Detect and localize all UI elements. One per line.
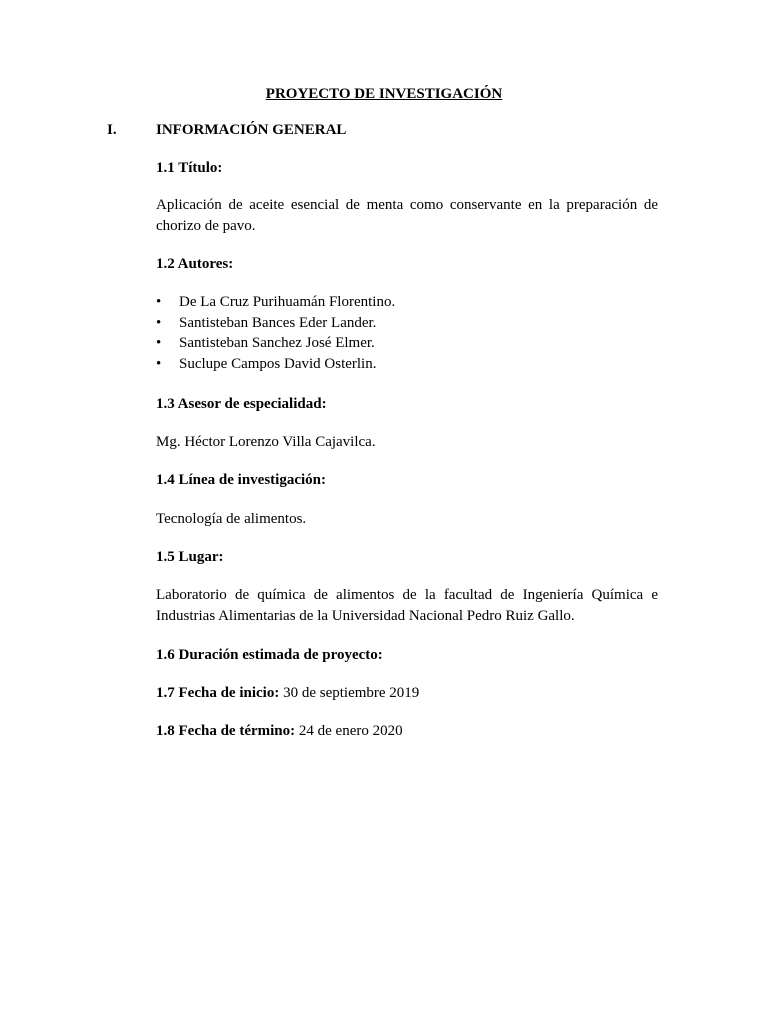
linea-text: Tecnología de alimentos. (156, 511, 307, 527)
heading-autores: 1.2 Autores: (156, 256, 234, 272)
bullet-icon: • (156, 314, 162, 331)
lugar-text: Laboratorio de química de alimentos de la facultad de Ingeniería Química e Industrias Alimentarias de la Universidad Nacional Pedro Ruiz Gallo. (156, 587, 658, 624)
list-item (156, 354, 395, 375)
author-name: Suclupe Campos David Osterlin. (179, 355, 377, 372)
heading-asesor: 1.3 Asesor de especialidad: (156, 396, 327, 412)
bullet-icon: • (156, 335, 162, 352)
fecha-inicio-line (156, 683, 419, 703)
heading-duracion: 1.6 Duración estimada de proyecto: (156, 647, 383, 663)
list-item (156, 313, 395, 334)
heading-titulo: 1.1 Título: (156, 160, 223, 176)
asesor-text: Mg. Héctor Lorenzo Villa Cajavilca. (156, 434, 376, 450)
fecha-termino-label: 1.8 Fecha de término: (156, 723, 296, 739)
section-title: INFORMACIÓN GENERAL (156, 122, 347, 138)
authors-list (156, 292, 395, 374)
document-title: PROYECTO DE INVESTIGACIÓN (265, 86, 503, 102)
fecha-inicio-value: 30 de septiembre 2019 (283, 685, 420, 701)
heading-lugar: 1.5 Lugar: (156, 549, 224, 565)
bullet-icon: • (156, 355, 162, 372)
fecha-termino-value: 24 de enero 2020 (298, 723, 403, 739)
heading-linea: 1.4 Línea de investigación: (156, 472, 327, 488)
fecha-termino-line (156, 721, 403, 741)
author-name: De La Cruz Purihuamán Florentino. (179, 294, 396, 310)
list-item (156, 292, 395, 313)
titulo-text: Aplicación de aceite esencial de menta como conservante en la preparación de chorizo de pavo. (156, 197, 658, 234)
author-name: Santisteban Sanchez José Elmer. (179, 335, 375, 352)
section-number: I. (107, 122, 117, 138)
bullet-icon: • (156, 294, 162, 310)
fecha-inicio-label: 1.7 Fecha de inicio: (156, 685, 280, 701)
list-item (156, 333, 395, 354)
author-name: Santisteban Bances Eder Lander. (179, 314, 377, 331)
